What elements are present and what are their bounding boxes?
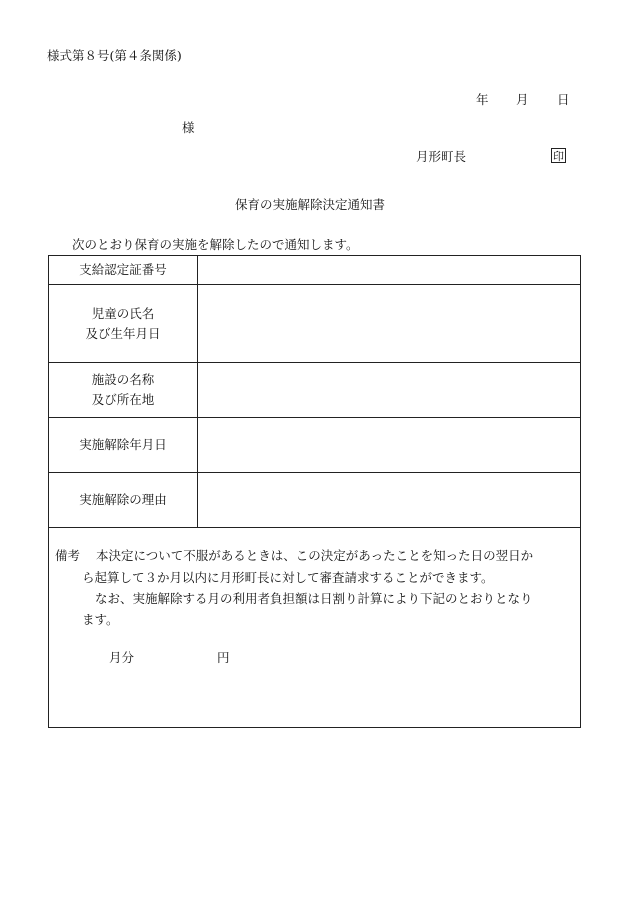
addressee-suffix: 様 [182,120,195,135]
date-year-label: 年 [476,92,489,107]
form-number: 様式第８号(第４条関係) [47,48,182,63]
row-value-cell [198,418,581,473]
date-day-label: 日 [557,92,570,107]
details-table [48,255,581,728]
row-label-line: 支給認定証番号 [79,262,167,277]
remarks-line-3: なお、実施解除する月の利用者負担額は日割り計算により下記のとおりとなり [95,591,533,606]
remarks-cell [49,528,581,728]
seal-label: 印 [553,150,564,163]
row-value-cell [198,473,581,528]
table-row [49,473,581,528]
row-label [49,418,198,473]
row-label [49,473,198,528]
row-value-cell [198,256,581,285]
yen-unit-label: 円 [217,650,230,665]
row-label-line: 及び生年月日 [85,325,161,341]
date-month-label: 月 [516,92,529,107]
table-row [49,418,581,473]
row-label-line: 児童の氏名 [91,305,155,321]
remarks-line-4: ます。 [82,612,119,627]
row-value-cell [198,285,581,363]
row-label [49,363,198,418]
row-value-cell [198,363,581,418]
seal-stamp [551,148,566,163]
month-unit-label: 月分 [109,650,135,665]
row-label [49,256,198,285]
remarks-line-1: 本決定について不服があるときは、この決定があったことを知った日の翌日か [96,548,534,563]
row-label [49,285,198,363]
remarks-row [49,528,581,728]
table-row [49,285,581,363]
table-row [49,256,581,285]
document-title: 保育の実施解除決定通知書 [235,197,386,212]
row-label-line: 及び所在地 [91,392,155,407]
row-label-line: 実施解除の理由 [79,492,167,507]
row-label-line: 施設の名称 [91,372,155,387]
row-label-line: 実施解除年月日 [79,437,167,452]
table-row [49,363,581,418]
remarks-label: 備考 [55,548,81,563]
issuer-name: 月形町長 [416,149,467,164]
intro-text: 次のとおり保育の実施を解除したので通知します。 [72,237,359,252]
remarks-line-2: ら起算して３か月以内に月形町長に対して審査請求することができます。 [82,570,494,585]
